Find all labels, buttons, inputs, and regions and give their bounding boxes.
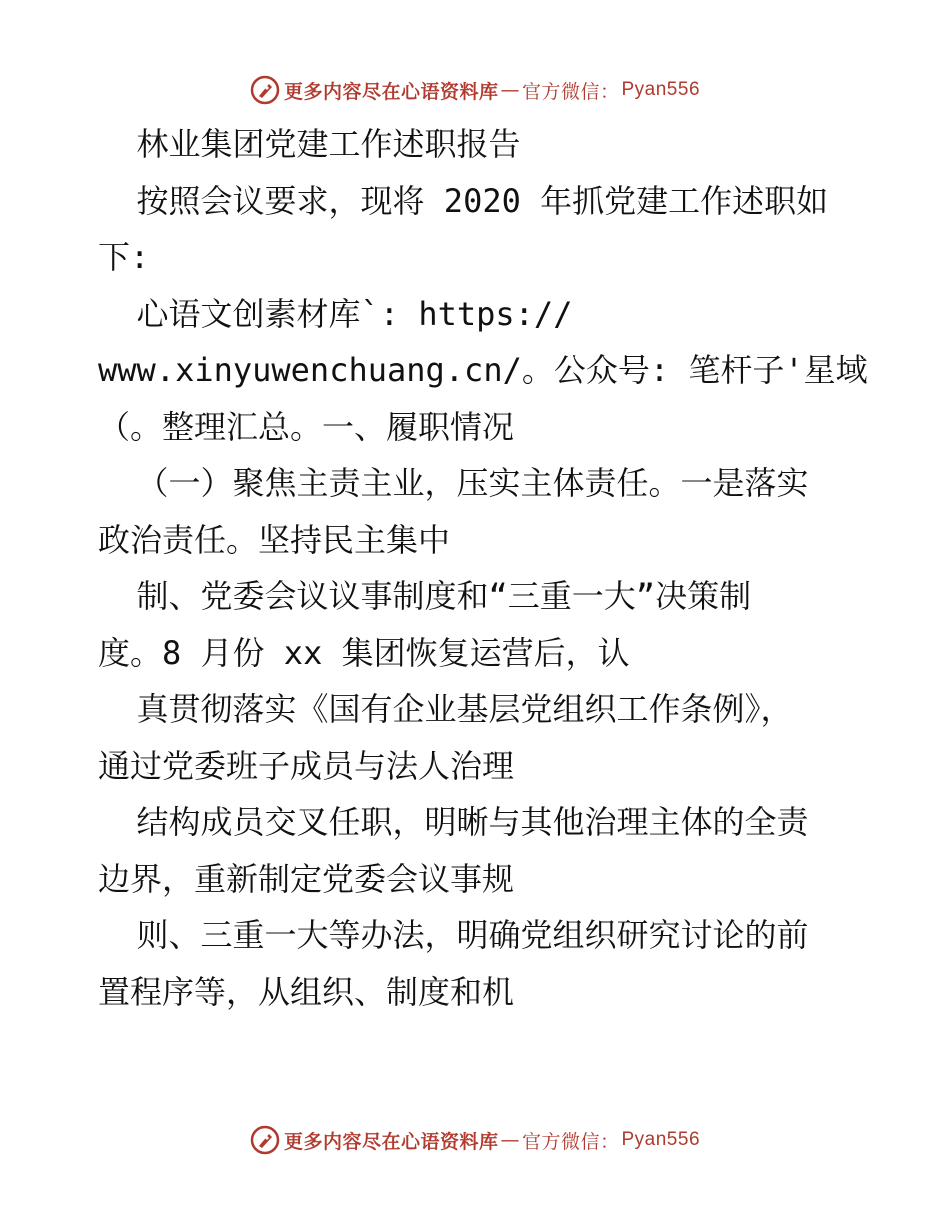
- text-line: 度。8 月份 xx 集团恢复运营后，认: [98, 633, 630, 672]
- watermark-wechat-id: Pyan556: [621, 1129, 701, 1150]
- text-line: 置程序等，从组织、制度和机: [98, 972, 515, 1011]
- text-line: 政治责任。坚持民主集中: [98, 520, 451, 559]
- text-line: （一）聚焦主责主业，压实主体责任。一是落实: [98, 464, 809, 502]
- text-line: （。整理汇总。一、履职情况: [98, 407, 515, 446]
- watermark-wechat-label: 官方微信：: [521, 80, 620, 103]
- watermark-brand-text: 更多内容尽在心语资料库: [283, 1130, 499, 1153]
- text-line: 林业集团党建工作述职报告: [98, 125, 521, 163]
- text-line: 边界，重新制定党委会议事规: [98, 859, 515, 898]
- watermark-wechat-id: Pyan556: [621, 79, 701, 100]
- text-line: 真贯彻落实《国有企业基层党组织工作条例》，: [98, 690, 793, 728]
- text-line: 则、三重一大等办法，明确党组织研究讨论的前: [98, 916, 809, 954]
- watermark-dash: —: [500, 1129, 520, 1151]
- text-line: 下:: [98, 238, 150, 276]
- pen-nib-icon: [250, 75, 280, 105]
- watermark-wechat-label: 官方微信：: [521, 1130, 620, 1153]
- text-line: 心语文创素材库`: https://: [98, 294, 573, 333]
- text-line: 结构成员交叉任职，明晰与其他治理主体的全责: [98, 803, 809, 841]
- text-line: 制、党委会议议事制度和“三重一大”决策制: [98, 577, 752, 615]
- text-line: 通过党委班子成员与法人治理: [98, 746, 515, 785]
- footer-watermark: [0, 1120, 950, 1160]
- document-body: [98, 116, 868, 1020]
- header-watermark: [0, 70, 950, 110]
- watermark-dash: —: [500, 79, 520, 101]
- text-line: www.xinyuwenchuang.cn/。公众号: 笔杆子'星域: [98, 351, 868, 389]
- watermark-brand-text: 更多内容尽在心语资料库: [283, 80, 499, 103]
- pen-nib-icon: [250, 1125, 280, 1155]
- text-line: 按照会议要求，现将 2020 年抓党建工作述职如: [98, 181, 829, 220]
